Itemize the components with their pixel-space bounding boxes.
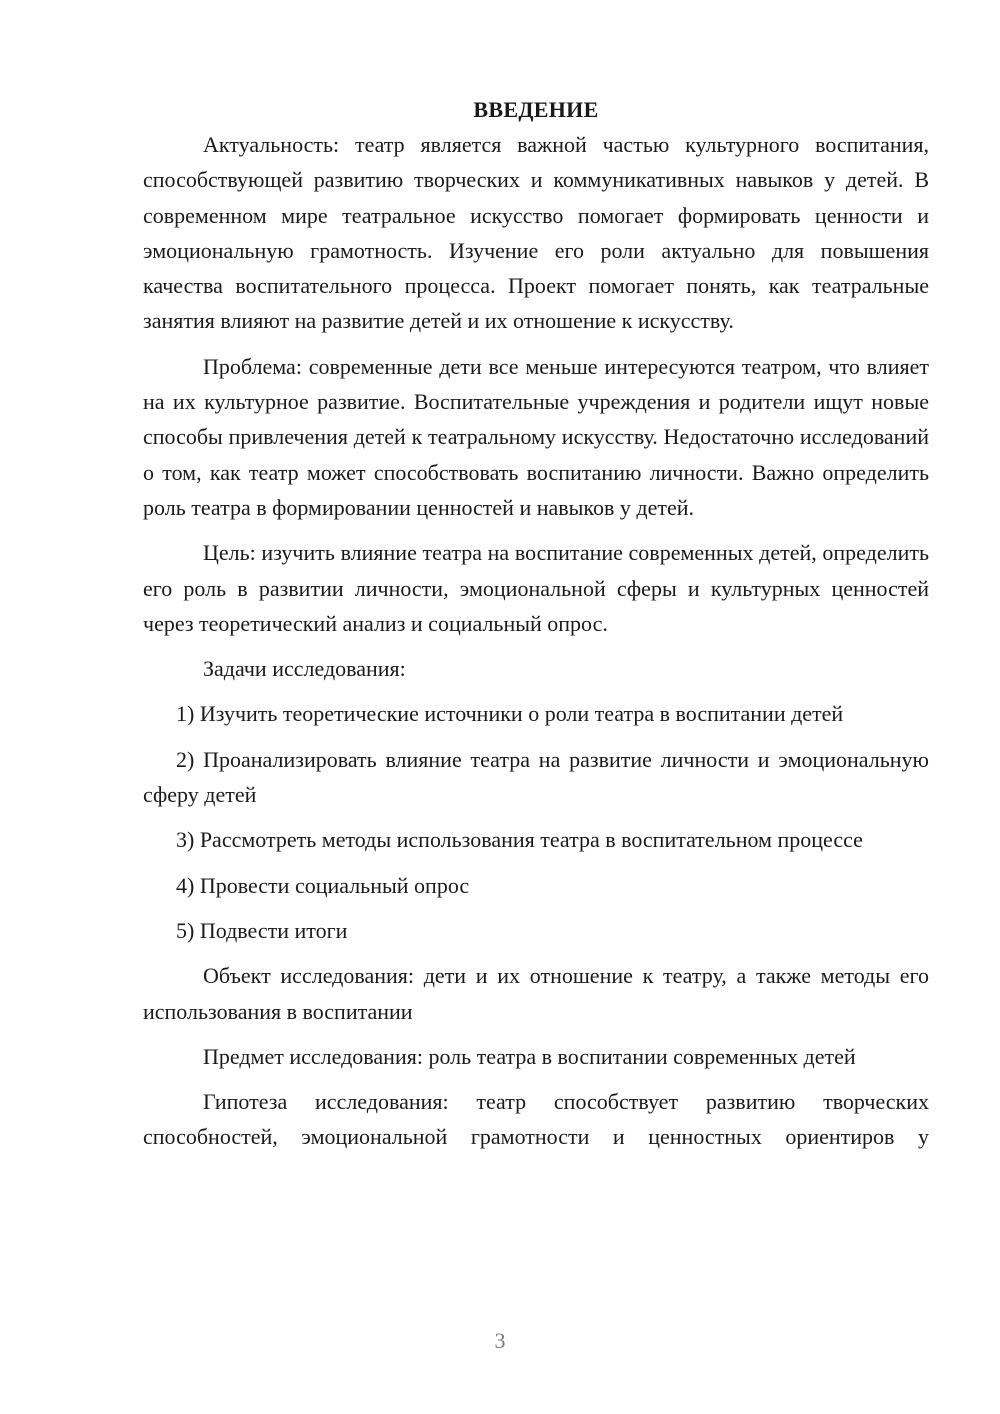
task-item-3: 3) Рассмотреть методы использования театра в воспитательном процессе	[176, 827, 863, 853]
object-paragraph: Объект исследования: дети и их отношение к театру, а также методы его использования в воспитании	[143, 963, 929, 1024]
goal-paragraph: Цель: изучить влияние театра на воспитание современных детей, определить его роль в развитии личности, эмоциональной сферы и культурных ценностей через теоретический анализ и социальный опрос.	[143, 540, 929, 636]
relevance-paragraph: Актуальность: театр является важной частью культурного воспитания, способствующей развитию творческих и коммуникативных навыков у детей. В современном мире театральное искусство помогает формировать ценности и эмоциональную грамотность. Изучение его роли актуально для повышения качества воспитательного процесса. Проект помогает понять, как театральные занятия влияют на развитие детей и их отношение к искусству.	[143, 132, 929, 334]
task-item-5: 5) Подвести итоги	[176, 917, 348, 943]
tasks-heading: Задачи исследования:	[203, 656, 406, 682]
task-item-4: 4) Провести социальный опрос	[176, 872, 470, 898]
subject-paragraph: Предмет исследования: роль театра в воспитании современных детей	[203, 1043, 856, 1069]
document-page	[143, 92, 929, 1155]
hypothesis-paragraph: Гипотеза исследования: театр способствует развитию творческих способностей, эмоциональной грамотности и ценностных ориентиров у	[143, 1089, 929, 1150]
task-item-2: 2) Проанализировать влияние театра на развитие личности и эмоциональную сферу детей	[143, 746, 929, 808]
section-heading: ВВЕДЕНИЕ	[473, 97, 599, 122]
problem-paragraph: Проблема: современные дети все меньше интересуются театром, что влияет на их культурное развитие. Воспитательные учреждения и родители ищут новые способы привлечения детей к театральному искусству. Недостаточно исследований о том, как театр может способствовать воспитанию личности. Важно определить роль театра в формировании ценностей и навыков у детей.	[143, 353, 929, 520]
page-number: 3	[494, 1328, 506, 1353]
task-item-1: 1) Изучить теоретические источники о роли театра в воспитании детей	[176, 701, 844, 727]
